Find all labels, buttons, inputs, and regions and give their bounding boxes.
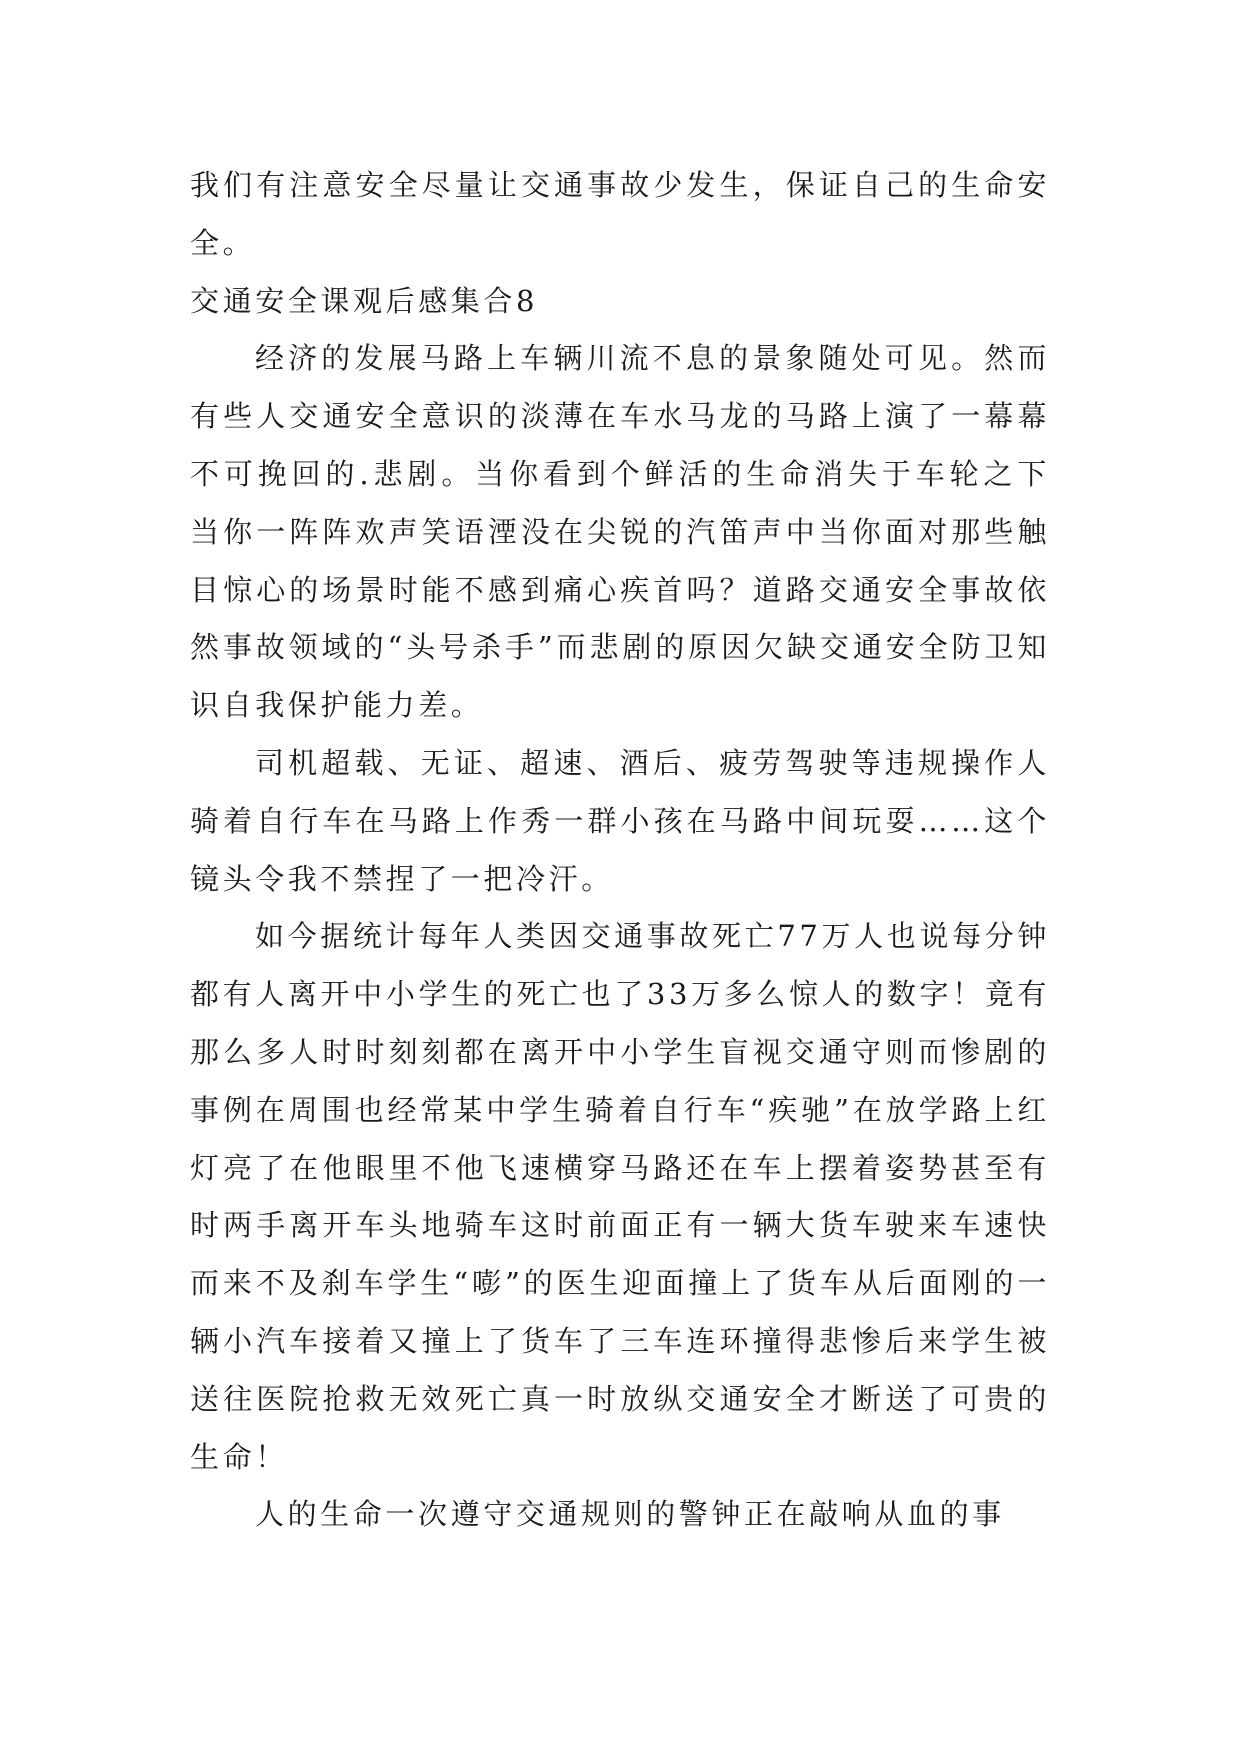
- paragraph-closing: 人的生命一次遵守交通规则的警钟正在敲响从血的事: [255, 1497, 1005, 1532]
- paragraph-violations: 司机超载、无证、超速、酒后、疲劳驾驶等违规操作人骑着自行车在马路上作秀一群小孩在马路中间玩耍……这个镜头令我不禁捏了一把冷汗。: [190, 745, 1050, 896]
- paragraph-continuation: 我们有注意安全尽量让交通事故少发生，保证自己的生命安全。: [190, 168, 1050, 260]
- section-heading: 交通安全课观后感集合8: [190, 283, 539, 318]
- paragraph-intro: 经济的发展马路上车辆川流不息的景象随处可见。然而有些人交通安全意识的淡薄在车水马龙的马路上演了一幕幕不可挽回的.悲剧。当你看到个鲜活的生命消失于车轮之下当你一阵阵欢声笑语湮没在尖锐的汽笛声中当你面对那些触目惊心的场景时能不感到痛心疾首吗？道路交通安全事故依然事故领域的“头号杀手”而悲剧的原因欠缺交通安全防卫知识自我保护能力差。: [190, 341, 1050, 723]
- paragraph-statistics: 如今据统计每年人类因交通事故死亡77万人也说每分钟都有人离开中小学生的死亡也了33万多么惊人的数字！竟有那么多人时时刻刻都在离开中小学生盲视交通守则而惨剧的事例在周围也经常某中学生骑着自行车“疾驰”在放学路上红灯亮了在他眼里不他飞速横穿马路还在车上摆着姿势甚至有时两手离开车头地骑车这时前面正有一辆大货车驶来车速快而来不及刹车学生“嘭”的医生迎面撞上了货车从后面刚的一辆小汽车接着又撞上了货车了三车连环撞得悲惨后来学生被送往医院抢救无效死亡真一时放纵交通安全才断送了可贵的生命！: [190, 919, 1050, 1474]
- document-body: [190, 157, 1050, 1544]
